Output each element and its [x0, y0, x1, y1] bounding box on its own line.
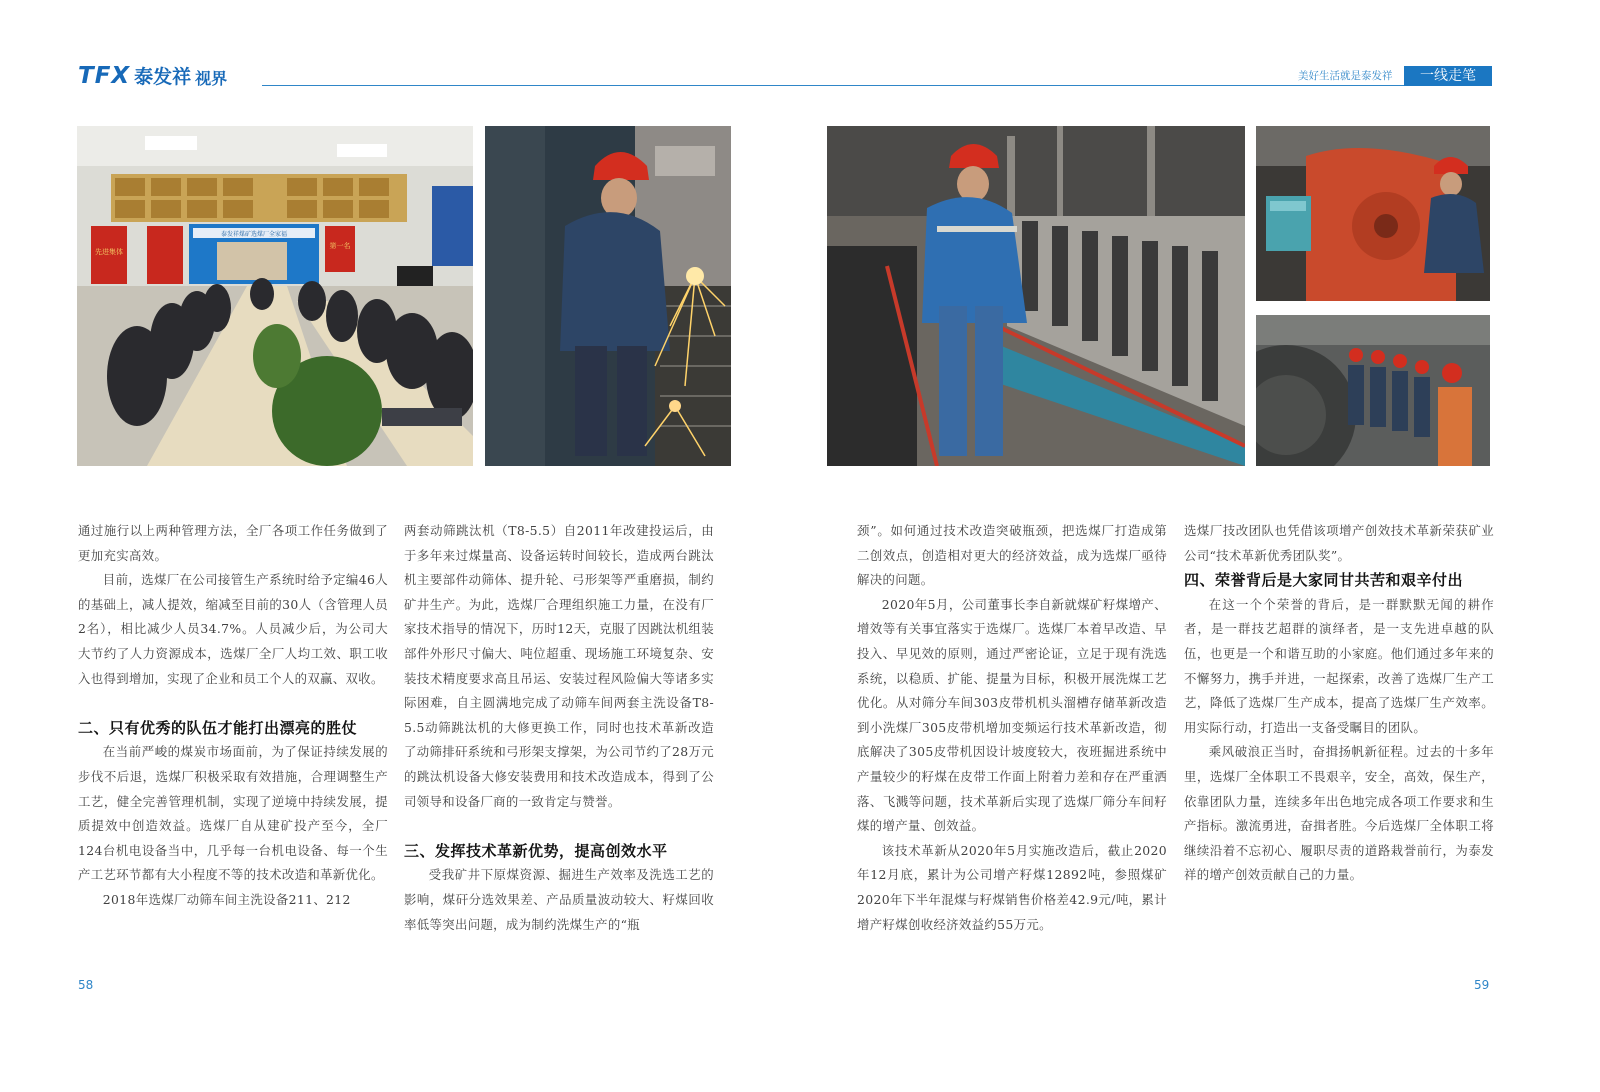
text-column-2 — [404, 519, 714, 937]
header-slogan: 美好生活就是泰发祥 — [1298, 70, 1393, 82]
paragraph: 选煤厂技改团队也凭借该项增产创效技术革新荣获矿业公司“技术革新优秀团队奖”。 — [1184, 523, 1494, 563]
paragraph: 该技术革新从2020年5月实施改造后，截止2020年12月底，累计为公司增产籽煤12892吨，参照煤矿2020年下半年混煤与籽煤销售价格差42.9元/吨，累计增产籽煤创收经济效益约55万元。 — [857, 842, 1167, 932]
section-heading-4: 四、荣誉背后是大家同甘共苦和艰辛付出 — [1184, 571, 1464, 590]
photo-jig-machine — [827, 126, 1245, 466]
paragraph: 2020年5月，公司董事长李自新就煤矿籽煤增产、增效等有关事宜落实于选煤厂。选煤厂本着早改造、早投入、早见效的原则，通过严密论证，立足于现有洗选系统，以稳质、扩能、提量为目标，积极开展洗煤工艺优化。从对筛分车间303皮带机机头溜槽存储革新改造到小洗煤厂305皮带机增加变频运行技术革新改造，彻底解决了305皮带机因设计坡度较大，夜班掘进系统中产量较少的籽煤在皮带工作面上附着力差和存在严重洒落、飞溅等问题，技术革新后实现了选煤厂筛分车间籽煤的增产量、创效益。 — [857, 596, 1167, 834]
paragraph: 目前，选煤厂在公司接管生产系统时给予定编46人的基础上，减人提效，缩减至目前的30人（含管理人员2名），相比减少人员34.7%。人员减少后，为公司大大节约了人力资源成本，选煤厂全厂人均工效、职工收入也得到增加，实现了企业和员工个人的双赢、双收。 — [78, 572, 388, 686]
page-number-left: 58 — [78, 978, 94, 992]
photo-meeting-room — [77, 126, 473, 466]
text-column-4 — [1184, 519, 1494, 888]
header-rule — [262, 85, 1492, 86]
logo-latin: TFX — [78, 63, 131, 89]
section-heading-3: 三、发挥技术革新优势，提高创效水平 — [404, 841, 668, 860]
text-column-3 — [857, 519, 1167, 937]
magazine-logo — [78, 63, 227, 89]
logo-chinese: 泰发祥 — [134, 66, 192, 88]
paragraph: 乘风破浪正当时，奋揖扬帆新征程。过去的十多年里，选煤厂全体职工不畏艰辛，安全，高效，保生产，依靠团队力量，连续多年出色地完成各项工作要求和生产指标。激流勇进，奋揖者胜。今后选煤厂全体职工将继续沿着不忘初心、履职尽责的道路栽誉前行，为泰发祥的增产创效贡献自己的力量。 — [1184, 744, 1494, 883]
paragraph: 通过施行以上两种管理方法，全厂各项工作任务做到了更加充实高效。 — [78, 523, 388, 563]
photo-equipment-repair — [1256, 126, 1490, 301]
paragraph: 在当前严峻的煤炭市场面前，为了保证持续发展的步伐不后退，选煤厂积极采取有效措施，合理调整生产工艺，健全完善管理机制，实现了逆境中持续发展，提质提效中创造效益。选煤厂自从建矿投产至今，全厂124台机电设备当中，几乎每一台机电设备、每一个生产工艺环节都有大小程度不等的技术改造和革新优化。 — [78, 744, 388, 883]
paragraph: 在这一个个荣誉的背后，是一群默默无闻的耕作者，是一群技艺超群的演绎者，是一支先进卓越的队伍，也更是一个和谐互助的小家庭。他们通过多年来的不懈努力，携手并进，一起探索，改善了选煤厂生产工艺，降低了选煤厂生产成本，提高了选煤厂生产效率。用实际行动，打造出一支备受瞩目的团队。 — [1184, 596, 1494, 735]
photo-team-workers — [1256, 315, 1490, 466]
board-title-text: 泰发祥煤矿选煤厂全家福 — [220, 231, 288, 238]
paragraph: 两套动筛跳汰机（T8-5.5）自2011年改建投运后，由于多年来过煤量高、设备运转时间较长，造成两台跳汰机主要部件动筛体、提升轮、弓形架等严重磨损，制约矿井生产。为此，选煤厂合理组织施工力量，在没有厂家技术指导的情况下，历时12天，克服了因跳汰机组装部件外形尺寸偏大、吨位超重、现场施工环境复杂、安装技术精度要求高且吊运、安装过程风险偏大等诸多实际困难，自主圆满地完成了动筛车间两套主洗设备T8-5.5动筛跳汰机的大修更换工作，同时也技术革新改造了动筛排矸系统和弓形架支撑架，为公司节约了28万元的跳汰机设备大修安装费用和技术改造成本，得到了公司领导和设备厂商的一致肯定与赞誉。 — [404, 523, 714, 809]
logo-suffix: 视界 — [195, 69, 228, 88]
photo-welding-worker — [485, 126, 731, 466]
banner-left-text: 先进集体 — [95, 248, 123, 256]
banner-right-text: 第一名 — [329, 242, 351, 250]
paragraph: 2018年选煤厂动筛车间主洗设备211、212 — [102, 891, 351, 907]
paragraph: 受我矿井下原煤资源、掘进生产效率及洗选工艺的影响，煤矸分选效果差、产品质量波动较大、籽煤回收率低等突出问题，成为制约洗煤生产的“瓶 — [404, 867, 714, 932]
page-number-right: 59 — [1474, 978, 1490, 992]
paragraph: 颈”。如何通过技术改造突破瓶颈，把选煤厂打造成第二创效点，创造相对更大的经济效益，成为选煤厂亟待解决的问题。 — [857, 523, 1167, 588]
text-column-1 — [78, 519, 388, 913]
section-heading-2: 二、只有优秀的队伍才能打出漂亮的胜仗 — [78, 718, 358, 737]
section-tag: 一线走笔 — [1404, 66, 1492, 86]
